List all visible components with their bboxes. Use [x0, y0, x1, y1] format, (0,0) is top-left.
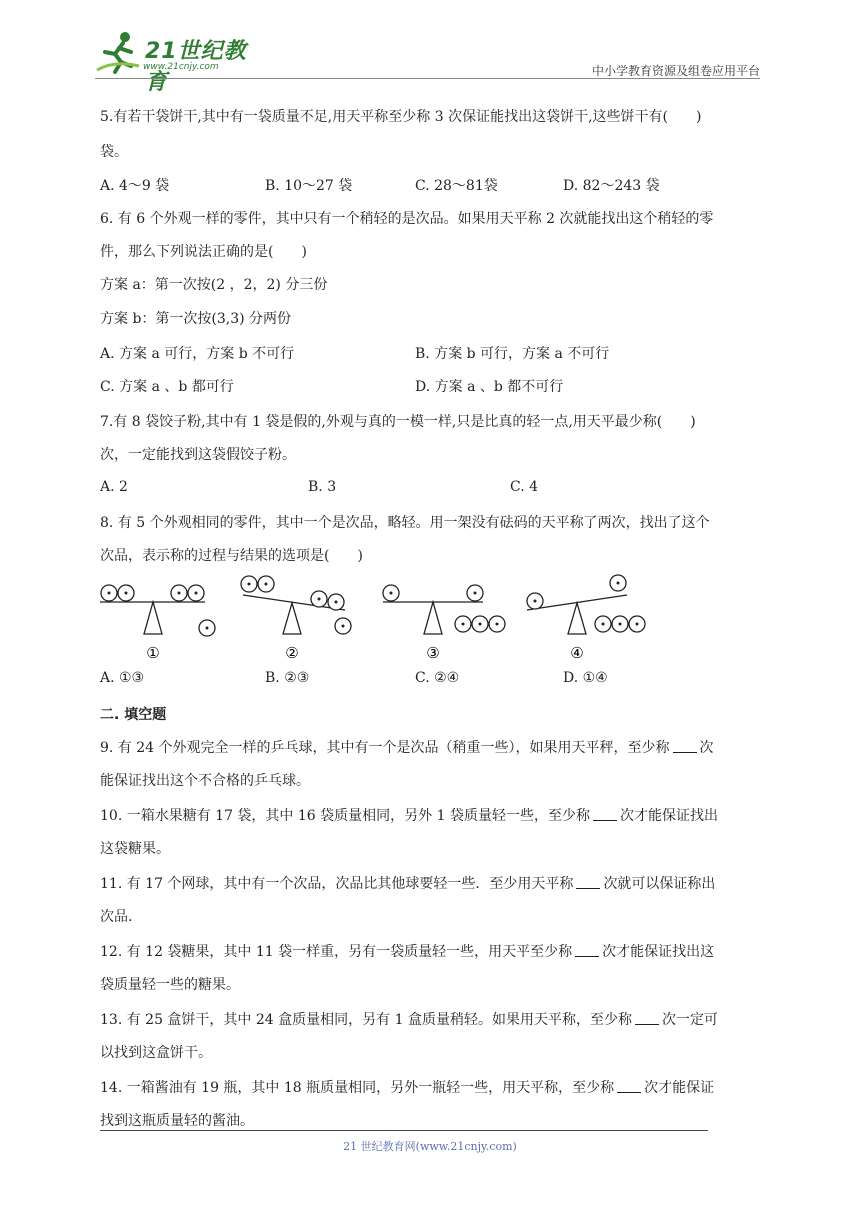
q7-option-c[interactable]: C. 4 — [510, 479, 539, 495]
q13-line1 — [100, 1009, 718, 1029]
header-divider — [95, 78, 760, 79]
q14-text-after: 次才能保证 — [644, 1080, 715, 1096]
q9-text-after: 次 — [699, 740, 714, 756]
q12-line1 — [100, 941, 714, 961]
q14-line1 — [100, 1077, 714, 1097]
q6-option-d[interactable]: D. 方案 a 、b 都不可行 — [415, 379, 564, 395]
logo-url: www.21cnjy.com — [143, 62, 219, 72]
platform-title: 中小学教育资源及组卷应用平台 — [591, 64, 760, 78]
q13-line2: 以找到这盒饼干。 — [100, 1045, 212, 1061]
balance-figure-3 — [383, 585, 505, 634]
q6-option-a[interactable]: A. 方案 a 可行，方案 b 不可行 — [100, 346, 295, 362]
q10-text-after: 次才能保证找出 — [619, 808, 718, 824]
figure-label-1: ① — [146, 644, 160, 662]
q6-option-b[interactable]: B. 方案 b 可行，方案 a 不可行 — [415, 346, 610, 362]
q6-line1: 6. 有 6 个外观一样的零件，其中只有一个稍轻的是次品。如果用天平称 2 次就能找出这个稍轻的零 — [100, 211, 714, 227]
figure-label-2: ② — [285, 644, 299, 662]
q10-line1 — [100, 805, 718, 825]
logo — [95, 30, 265, 95]
q9-blank[interactable] — [673, 740, 697, 753]
q14-blank[interactable] — [617, 1080, 641, 1093]
q5-line2: 袋。 — [100, 144, 128, 160]
q9-line2: 能保证找出这个不合格的乒乓球。 — [100, 773, 310, 789]
q8-option-b[interactable]: B. ②③ — [265, 670, 310, 686]
q5-option-a[interactable]: A. 4～9 袋 — [100, 178, 170, 194]
q10-line2: 这袋糖果。 — [100, 841, 170, 857]
q6-line2: 件，那么下列说法正确的是( ) — [100, 244, 307, 260]
q7-line2: 次，一定能找到这袋假饺子粉。 — [100, 447, 296, 463]
q8-option-c[interactable]: C. ②④ — [415, 670, 460, 686]
q13-text: 13. 有 25 盒饼干，其中 24 盒质量相同，另有 1 盒质量稍轻。如果用天平称，至少称 — [100, 1012, 632, 1028]
q11-text-after: 次就可以保证称出 — [603, 876, 716, 892]
q5-option-b[interactable]: B. 10～27 袋 — [265, 178, 353, 194]
q8-line2: 次品，表示称的过程与结果的选项是( ) — [100, 548, 363, 564]
q11-text: 11. 有 17 个网球，其中有一个次品，次品比其他球要轻一些．至少用天平称 — [100, 876, 574, 892]
q12-text-after: 次才能保证找出这 — [602, 944, 715, 960]
q5-option-d[interactable]: D. 82～243 袋 — [563, 178, 660, 194]
q7-option-a[interactable]: A. 2 — [100, 479, 128, 495]
q9-line1 — [100, 737, 714, 757]
balance-figure-2 — [241, 576, 351, 634]
q6-plan-a: 方案 a：第一次按(2 ，2，2) 分三份 — [100, 277, 328, 293]
q13-blank[interactable] — [635, 1012, 659, 1025]
logo-text: 21世纪教育 — [145, 39, 247, 95]
q11-line1 — [100, 873, 715, 893]
q5-line1: 5.有若干袋饼干,其中有一袋质量不足,用天平称至少称 3 次保证能找出这袋饼干,这些饼干有( ) — [100, 109, 702, 125]
q6-plan-b: 方案 b：第一次按(3,3) 分两份 — [100, 311, 292, 327]
q5-option-c[interactable]: C. 28～81袋 — [415, 178, 498, 194]
q12-text: 12. 有 12 袋糖果，其中 11 袋一样重，另有一袋质量轻一些，用天平至少称 — [100, 944, 573, 960]
q13-text-after: 次一定可 — [661, 1012, 718, 1028]
figure-label-3: ③ — [426, 644, 440, 662]
figure-label-4: ④ — [570, 644, 584, 662]
q12-line2: 袋质量轻一些的糖果。 — [100, 977, 240, 993]
runner-logo-icon — [95, 30, 143, 74]
q8-line1: 8. 有 5 个外观相同的零件，其中一个是次品，略轻。用一架没有砝码的天平称了两次，找出了这个 — [100, 515, 710, 531]
q12-blank[interactable] — [575, 944, 599, 957]
page-header — [95, 30, 760, 95]
q8-option-d[interactable]: D. ①④ — [563, 670, 608, 686]
balance-figures — [95, 570, 675, 665]
q6-option-c[interactable]: C. 方案 a 、b 都可行 — [100, 379, 234, 395]
q14-text: 14. 一箱酱油有 19 瓶，其中 18 瓶质量相同，另外一瓶轻一些，用天平称，至少称 — [100, 1080, 615, 1096]
q14-line2: 找到这瓶质量轻的酱油。 — [100, 1113, 254, 1129]
section-heading: 二. 填空题 — [100, 707, 167, 723]
footer-divider — [100, 1130, 708, 1131]
q11-blank[interactable] — [576, 876, 600, 889]
q10-text: 10. 一箱水果糖有 17 袋，其中 16 袋质量相同，另外 1 袋质量轻一些，至少称 — [100, 808, 590, 824]
q8-option-a[interactable]: A. ①③ — [100, 670, 145, 686]
footer-text: 21 世纪教育网(www.21cnjy.com) — [343, 1140, 517, 1153]
balance-figure-1 — [100, 585, 215, 636]
q7-option-b[interactable]: B. 3 — [308, 479, 337, 495]
q10-blank[interactable] — [593, 808, 617, 821]
balance-figure-4 — [527, 575, 645, 634]
q9-text: 9. 有 24 个外观完全一样的乒乓球，其中有一个是次品（稍重一些），如果用天平秤，至少称 — [100, 740, 670, 756]
q11-line2: 次品. — [100, 909, 133, 925]
q7-line1: 7.有 8 袋饺子粉,其中有 1 袋是假的,外观与真的一模一样,只是比真的轻一点,用天平最少称( ) — [100, 414, 696, 430]
